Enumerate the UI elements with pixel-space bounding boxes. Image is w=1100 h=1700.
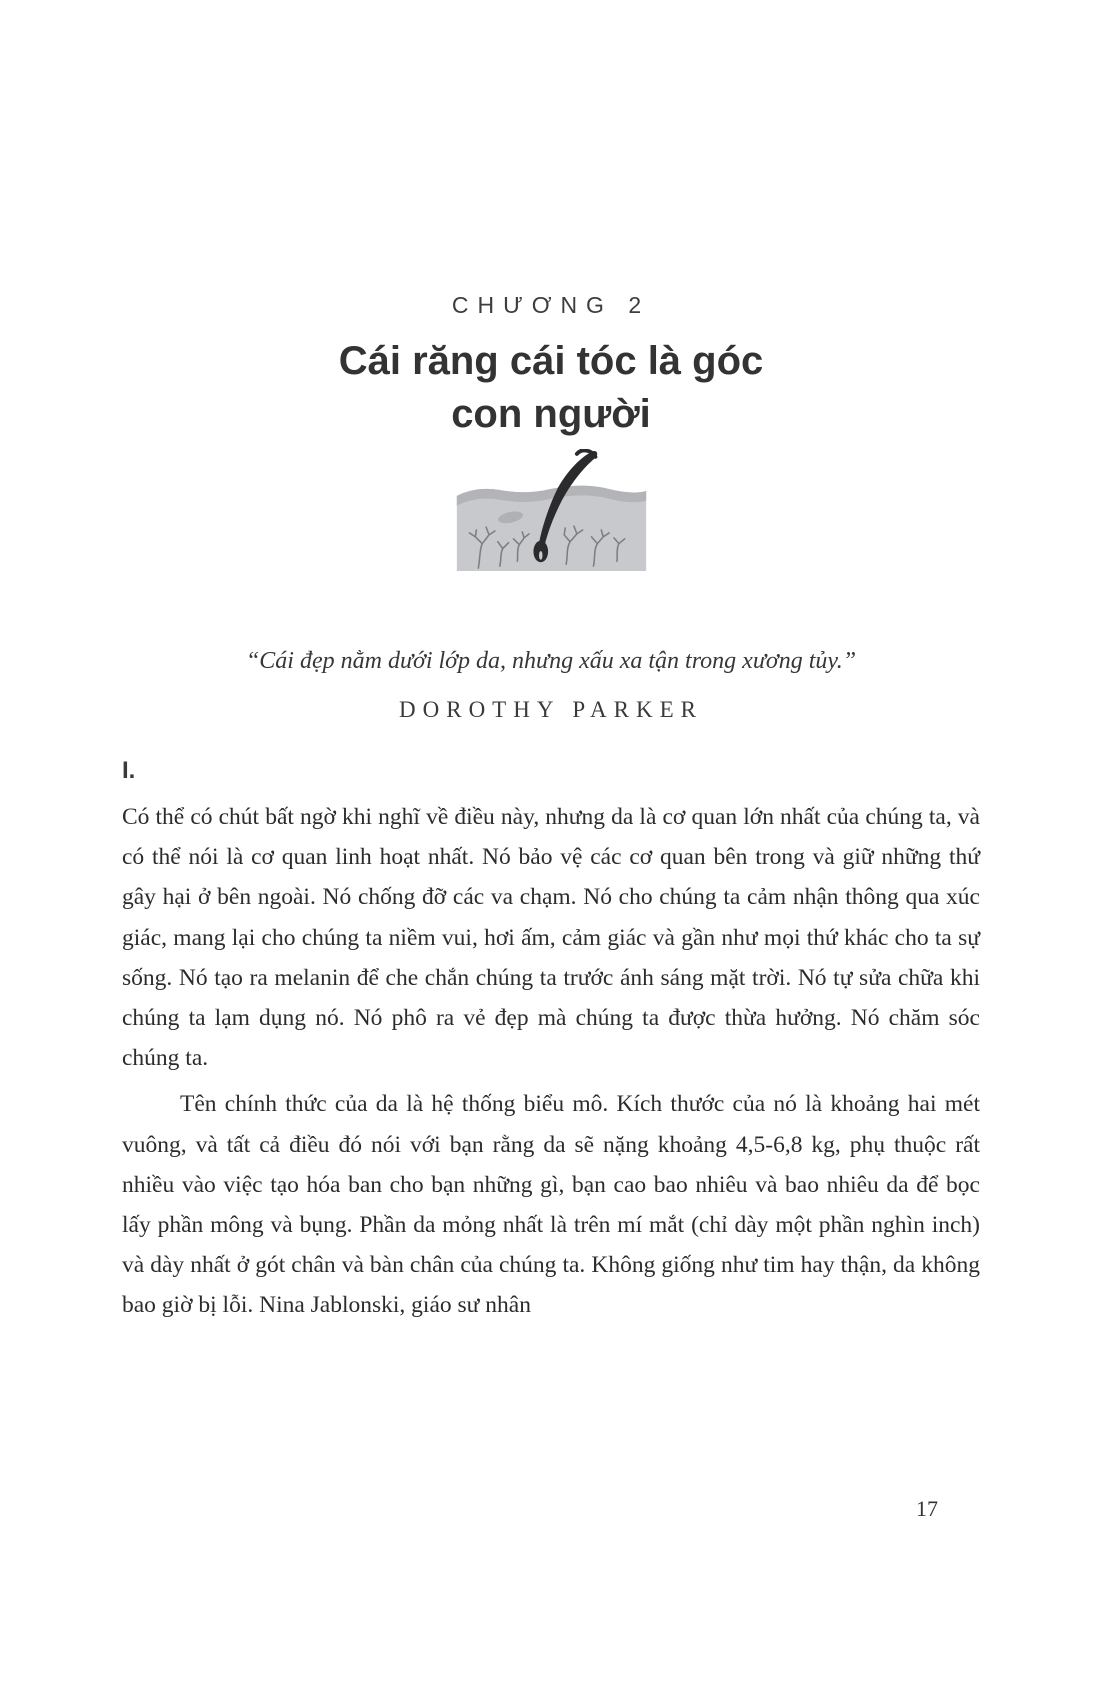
paragraph-1: Có thể có chút bất ngờ khi nghĩ về điều này, nhưng da là cơ quan lớn nhất của chúng ta, và có thể nói là cơ quan linh hoạt nhất. Nó bảo vệ các cơ quan bên trong và giữ những thứ gây hại ở bên ngoài. Nó chống đỡ các va chạm. Nó cho chúng ta cảm nhận thông qua xúc giác, mang lại cho chúng ta niềm vui, hơi ấm, cảm giác và gần như mọi thứ khác cho ta sự sống. Nó tạo ra melanin để che chắn chúng ta trước ánh sáng mặt trời. Nó tự sửa chữa khi chúng ta lạm dụng nó. Nó phô ra vẻ đẹp mà chúng ta được thừa hưởng. Nó chăm sóc chúng ta. bbox=[122, 804, 980, 1072]
hair-follicle-illustration bbox=[122, 449, 980, 576]
hair-follicle-icon bbox=[449, 449, 654, 571]
chapter-title-line-1: Cái răng cái tóc là góc bbox=[338, 339, 764, 383]
section-marker: I. bbox=[122, 757, 136, 784]
page-number: 17 bbox=[916, 1496, 938, 1521]
chapter-title-line-2: con người bbox=[451, 392, 651, 436]
chapter-title bbox=[122, 335, 980, 441]
epigraph-quote: “Cái đẹp nằm dưới lớp da, nhưng xấu xa tận trong xương tủy.” bbox=[245, 648, 857, 674]
paragraph-2: Tên chính thức của da là hệ thống biểu mô. Kích thước của nó là khoảng hai mét vuông, và tất cả điều đó nói với bạn rằng da sẽ nặng khoảng 4,5-6,8 kg, phụ thuộc rất nhiều vào việc tạo hóa ban cho bạn những gì, bạn cao bao nhiêu và bao nhiêu da để bọc lấy phần mông và bụng. Phần da mỏng nhất là trên mí mắt (chỉ dày một phần nghìn inch) và dày nhất ở gót chân và bàn chân của chúng ta. Không giống như tim hay thận, da không bao giờ bị lỗi. Nina Jablonski, giáo sư nhân bbox=[122, 1091, 980, 1319]
epigraph-attribution: DOROTHY PARKER bbox=[399, 697, 703, 722]
chapter-label: CHƯƠNG 2 bbox=[451, 292, 651, 318]
